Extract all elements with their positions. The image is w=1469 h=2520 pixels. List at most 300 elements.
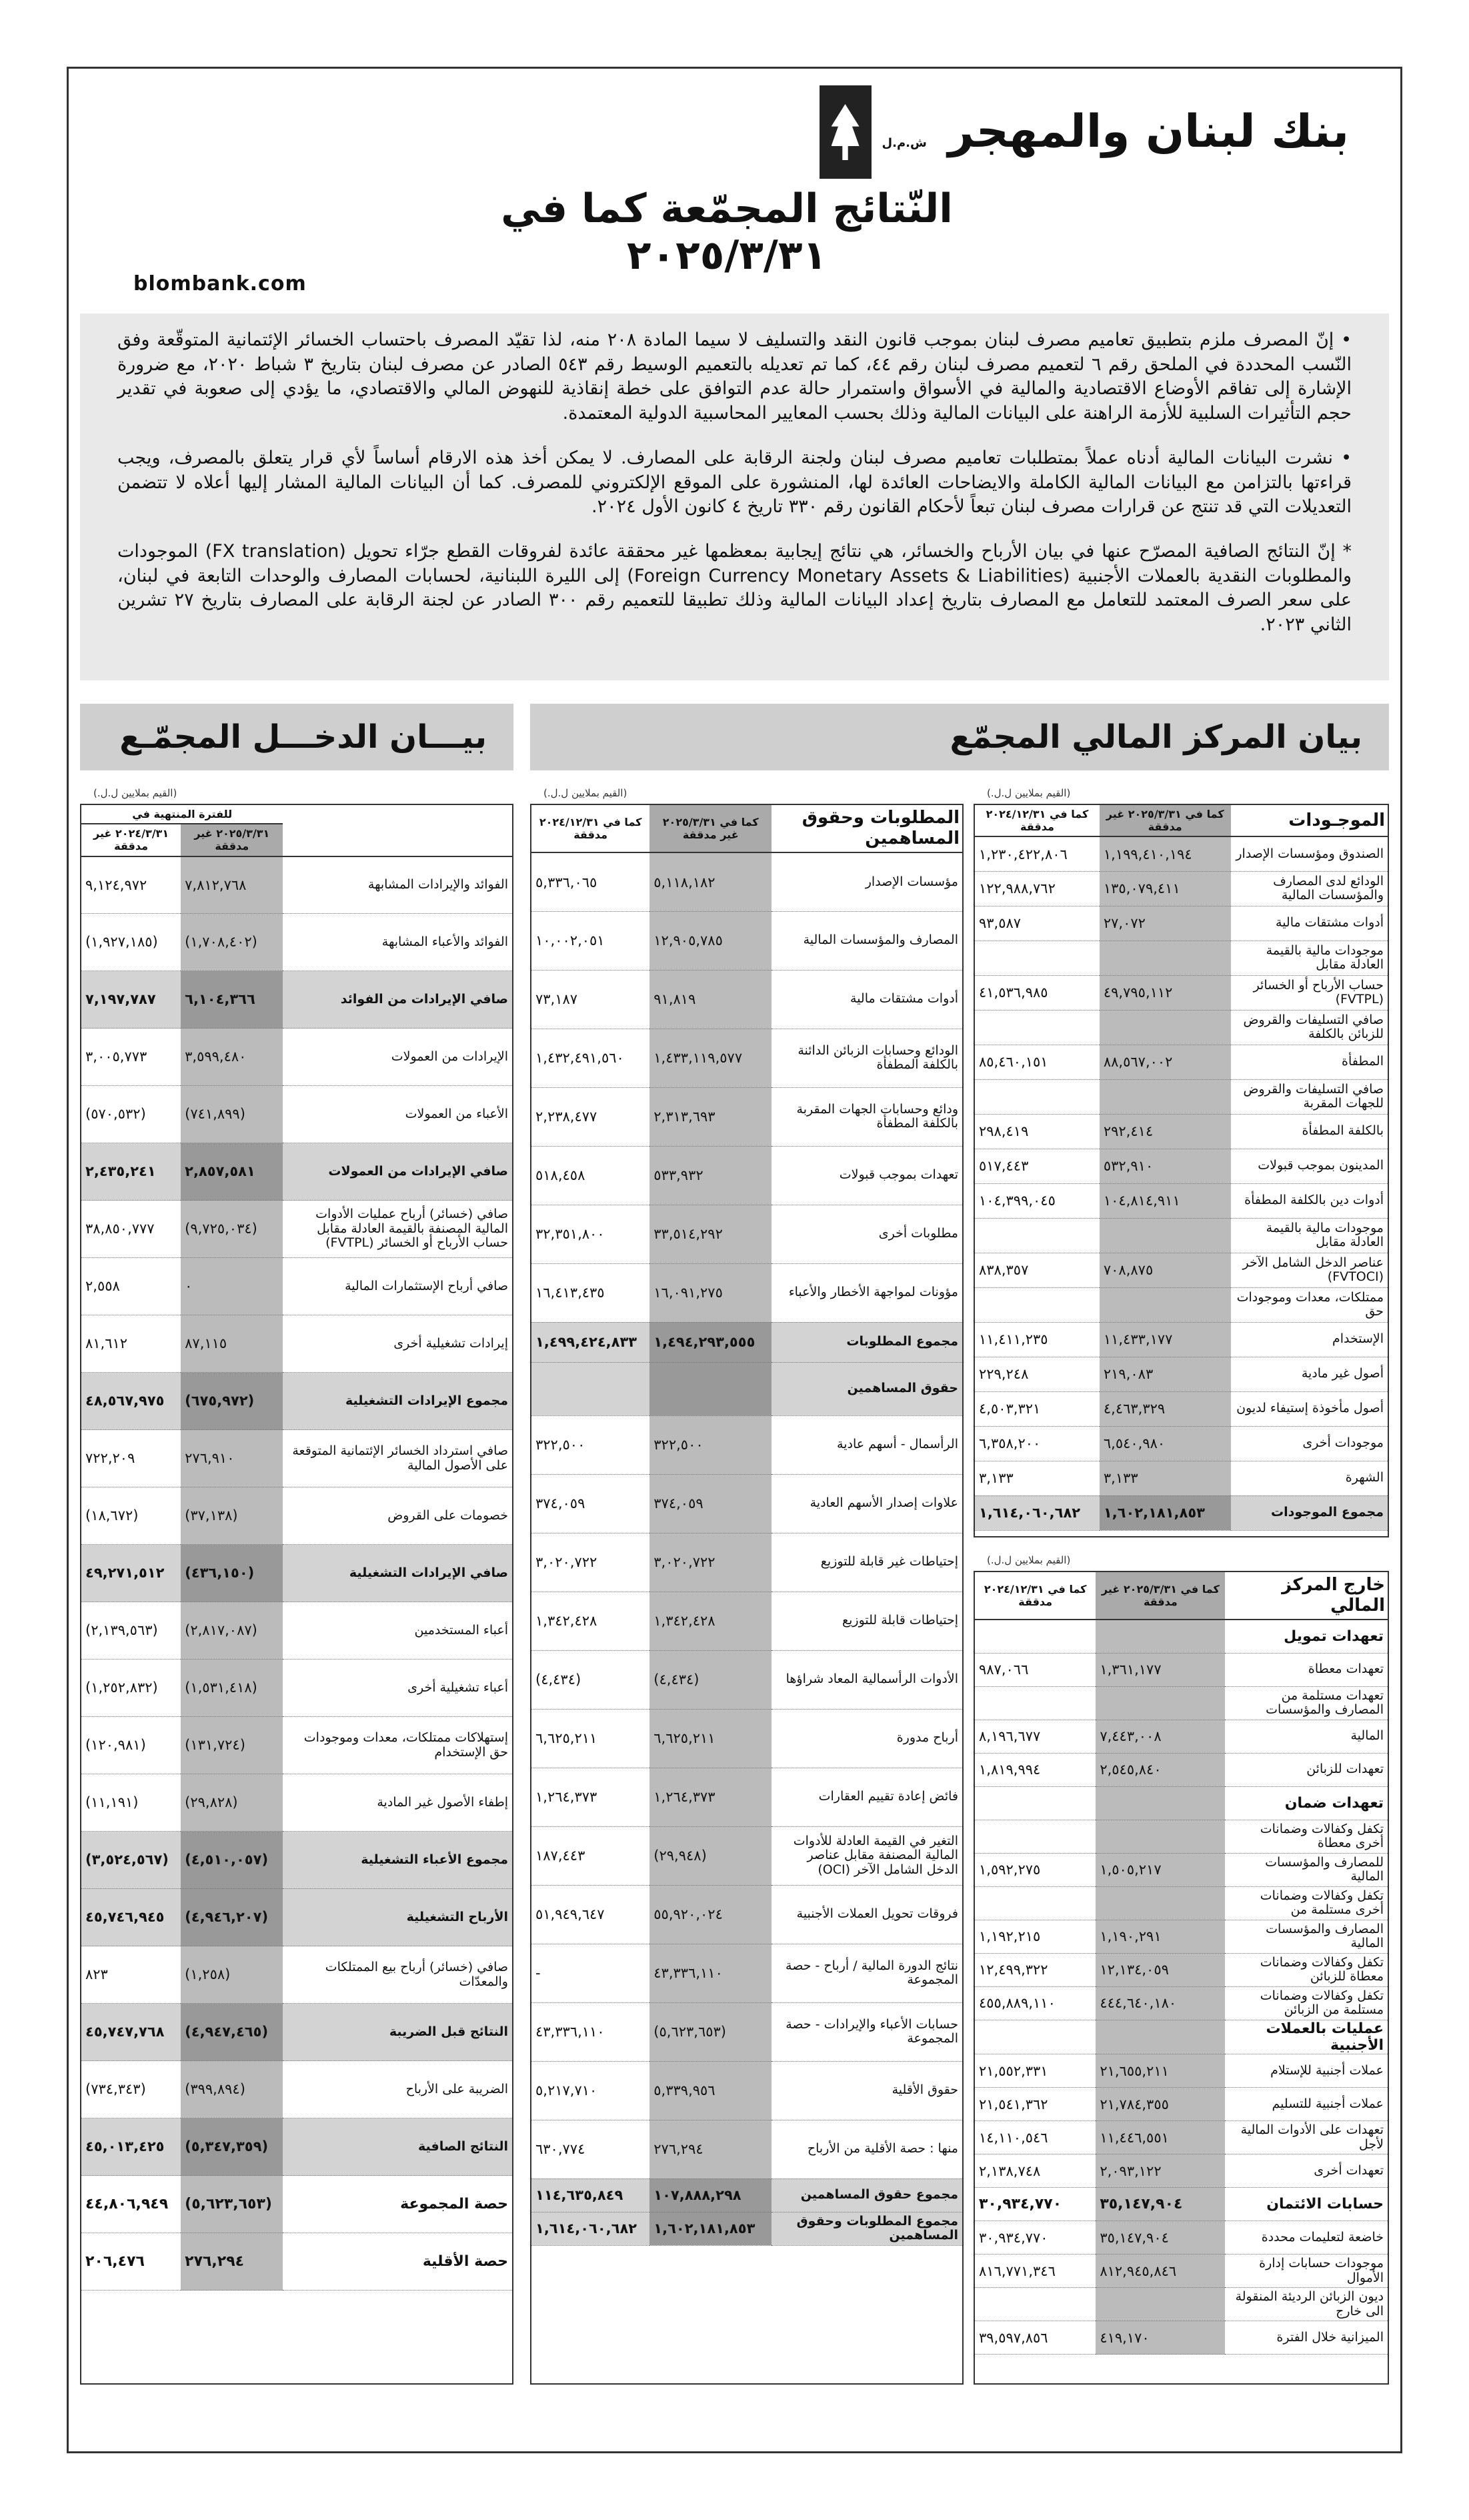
value-previous [975,1786,1096,1820]
value-previous [975,1886,1096,1920]
table-row [81,1545,512,1602]
cedar-icon [820,85,872,179]
row-label: إحتياطات قابلة للتوزيع [772,1592,962,1650]
table-row [975,2255,1388,2288]
assets-total [975,1495,1388,1530]
unit-label: (القيم بملايين ل.ل.) [987,787,1071,799]
value-previous: ٥,٢١٧,٧١٠ [531,2061,649,2120]
table-row [975,2088,1388,2121]
income-period: للفترة المنتهية في [81,805,283,824]
row-label: تعهدات أخرى [1225,2154,1388,2188]
table-row [81,856,512,914]
table-row [81,1430,512,1487]
table-row [81,2004,512,2061]
table-row [531,1474,962,1533]
bank-suffix: ش.م.ل [882,136,927,151]
row-label: صافي الإيرادات التشغيلية [283,1545,512,1602]
row-label: حصة الأقلية [283,2233,512,2291]
table-row [81,1086,512,1143]
value-current: ٢٧,٠٧٢ [1100,906,1231,940]
row-label: ممتلكات، معدات وموجودات حق [1231,1287,1388,1322]
row-label: الإيرادات من العمولات [283,1029,512,1086]
value-previous: ٧,١٩٧,٧٨٧ [81,971,181,1029]
value-previous: (٥٧٠,٥٣٢) [81,1086,181,1143]
table-row [975,1786,1388,1820]
row-label: أدوات مشتقات مالية [1231,906,1388,940]
value-previous: (٣,٥٢٤,٥٦٧) [81,1832,181,1889]
col-header-2025: كما في ٢٠٢٥/٣/٣١ غير مدققة [649,805,772,852]
table-row [975,906,1388,940]
table-row [975,2321,1388,2355]
row-label: الضريبة على الأرباح [283,2061,512,2118]
value-previous: ٢,١٣٨,٧٤٨ [975,2154,1096,2188]
row-label: حسابات الأعباء والإيرادات - حصة المجموعة [772,2002,962,2061]
value-previous: ٦,٣٥٨,٢٠٠ [975,1426,1100,1461]
value-current [1096,1820,1225,1853]
table-row [81,2061,512,2118]
value-previous: (١,٩٢٧,١٨٥) [81,914,181,971]
value-previous: ١,٢٣٠,٤٢٢,٨٠٦ [975,836,1100,871]
value-current: ٢,٨٥٧,٥٨١ [181,1143,283,1201]
table-row [975,1953,1388,1986]
value-previous: ٣,٠٢٠,٧٢٢ [531,1533,649,1592]
row-label: التغير في القيمة العادلة للأدوات المالية المصنفة مقابل عناصر الدخل الشامل الآخر (OCI) [772,1826,962,1885]
value-current: ١,٤٣٣,١١٩,٥٧٧ [649,1029,772,1087]
row-label: الشهرة [1231,1461,1388,1495]
table-row [975,1045,1388,1079]
value-previous: ٤,٥٠٣,٣٢١ [975,1391,1100,1426]
value-current: ٨١٢,٩٤٥,٨٤٦ [1096,2255,1225,2288]
value-current: ١,٦٠٢,١٨١,٨٥٣ [649,2212,772,2245]
equity-total [531,2178,962,2212]
value-current: (٤٣٦,١٥٠) [181,1545,283,1602]
row-label: تكفل وكفالات وضمانات معطاة للزبائن [1225,1953,1388,1986]
row-label: نتائج الدورة المالية / أرباح - حصة المجموعة [772,1944,962,2002]
table-row [975,1753,1388,1786]
note-2: • نشرت البيانات المالية أدناه عملاً بمتطلبات تعاميم مصرف لبنان ولجنة الرقابة على المصارف. لا يمكن أخذ هذه الارقام أساساً لأي قرار يتعلق بالمصرف، ويجب قراءتها بالتزامن مع البيانات المالية الكاملة والايضاحات العائدة لها، المنشورة على الموقع الإلكتروني للمصرف. كما أن البيانات المالية المشار إليها أعلاه لا تتضمن التعديلات التي قد تنتج عن قرارات مصرف لبنان تبعاً لأحكام القانون رقم ٣٣٠ تاريخ ٤ كانون الأول ٢٠٢٤. [117,447,1352,518]
value-previous: ٨٢٣ [81,1946,181,2004]
table-row [975,2188,1388,2221]
table-row [975,940,1388,975]
value-previous: ٦,٦٢٥,٢١١ [531,1709,649,1768]
row-label: الرأسمال - أسهم عادية [772,1415,962,1474]
value-current: ٨٧,١١٥ [181,1315,283,1373]
value-current: ٢٧٦,٢٩٤ [181,2233,283,2291]
value-current: (١,٢٥٨) [181,1946,283,2004]
value-current: (٧٤١,٨٩٩) [181,1086,283,1143]
value-current [1096,1686,1225,1720]
value-previous: ٨٥,٤٦٠,١٥١ [975,1045,1100,1079]
table-row [531,1768,962,1826]
value-previous [975,1620,1096,1653]
row-label: إيرادات تشغيلية أخرى [283,1315,512,1373]
value-previous: ١٤,١١٠,٥٤٦ [975,2121,1096,2154]
value-current [1100,940,1231,975]
bank-name [882,105,1350,159]
value-previous: ٣٠,٩٣٤,٧٧٠ [975,2188,1096,2221]
assets-rows [975,836,1388,1530]
unit-label: (القيم بملايين ل.ل.) [93,787,177,799]
value-previous: ١٨٧,٤٤٣ [531,1826,649,1885]
row-label: عملات أجنبية للتسليم [1225,2088,1388,2121]
table-row [531,970,962,1029]
table-row [975,1010,1388,1045]
row-label: صافي استرداد الخسائر الإئتمانية المتوقعة على الأصول المالية [283,1430,512,1487]
table-row [81,1946,512,2004]
row-label: مجموع المطلوبات وحقوق المساهمين [772,2212,962,2245]
row-label: الفوائد والأعباء المشابهة [283,914,512,971]
table-row [975,2154,1388,2188]
row-label: تكفل وكفالات وضمانات مستلمة من الزبائن [1225,1986,1388,2020]
value-previous: ٥١٧,٤٤٣ [975,1149,1100,1183]
row-label: مؤسسات الإصدار [772,852,962,911]
value-current: ٤,٤٦٣,٣٢٩ [1100,1391,1231,1426]
row-label: أدوات مشتقات مالية [772,970,962,1029]
value-current: ١,٥٠٥,٢١٧ [1096,1853,1225,1886]
table-row [531,1415,962,1474]
note-1: • إنّ المصرف ملزم بتطبيق تعاميم مصرف لبنان بموجب قانون النقد والتسليف لا سيما المادة ٢٠٨ منه، لذا تقيّد المصرف باحتساب الخسائر الإئتمانية المتوقّعة وفق النّسب المحددة في الملحق رقم ٦ لتعميم مصرف لبنان رقم ٤٤، كما تم تعديله بالتعميم الوسيط رقم ٥٤٣ الصادر عن مصرف لبنان بتاريخ ٣ شباط ٢٠٢٠، مع ضرورة الإشارة إلى تفاقم الأوضاع الاقتصادية والمالية في الأسواق واستمرار حالة عدم التوافق على خطة إنقاذية للنهوض المالي والاقتصادي، ما يؤدي إلى صعوبة في تقدير حجم التأثيرات السلبية للأزمة الراهنة على البيانات المالية وذلك بحسب المعايير المحاسبية الدولية المعتمدة. [117,330,1352,424]
table-row [975,1391,1388,1426]
row-label: ودائع وحسابات الجهات المقربة بالكلفة المطفأة [772,1087,962,1146]
value-current [1096,1786,1225,1820]
row-label: علاوات إصدار الأسهم العادية [772,1474,962,1533]
col-header-2024: ٢٠٢٤/٣/٣١ غير مدققة [81,824,181,856]
value-current: ٢,٣١٣,٦٩٣ [649,1087,772,1146]
value-previous: ٨١٦,٧٧١,٣٤٦ [975,2255,1096,2288]
row-label: حساب الأرباح أو الخسائر (FVTPL) [1231,975,1388,1010]
value-previous [975,1686,1096,1720]
table-row [81,1373,512,1430]
value-current: (٤,٩٤٦,٢٠٧) [181,1889,283,1946]
table-row [81,2176,512,2233]
value-previous: (٧٣٤,٣٤٣) [81,2061,181,2118]
value-previous: ١,٤٩٩,٤٢٤,٨٣٣ [531,1322,649,1362]
value-current: ٢,٠٩٣,١٢٢ [1096,2154,1225,2188]
col-header-2025: كما في ٢٠٢٥/٣/٣١ غير مدققة [1100,805,1231,836]
table-row [531,1885,962,1944]
value-previous: ٤١,٥٣٦,٩٨٥ [975,975,1100,1010]
value-current: ٧,٤٤٣,٠٠٨ [1096,1720,1225,1753]
table-row [531,2061,962,2120]
value-current: ٣,٠٢٠,٧٢٢ [649,1533,772,1592]
value-current: ٥٥,٩٢٠,٠٢٤ [649,1885,772,1944]
table-row [81,1774,512,1832]
value-current: ٢١,٧٨٤,٣٥٥ [1096,2088,1225,2121]
value-previous: ٦٣٠,٧٧٤ [531,2120,649,2178]
value-previous: ٨١,٦١٢ [81,1315,181,1373]
table-row [81,1201,512,1258]
value-current: ١٠٤,٨١٤,٩١١ [1100,1183,1231,1218]
table-row [975,1114,1388,1149]
row-label: مجموع حقوق المساهمين [772,2178,962,2212]
table-row [81,1717,512,1774]
spacer-cell [649,1362,772,1415]
table-row [531,1263,962,1322]
table-row [81,1315,512,1373]
value-previous: (٤,٤٣٤) [531,1650,649,1709]
value-previous: ٤٥٥,٨٨٩,١١٠ [975,1986,1096,2020]
value-current: ١٠٧,٨٨٨,٢٩٨ [649,2178,772,2212]
income-table [81,805,512,2291]
value-current: ٦,٦٢٥,٢١١ [649,1709,772,1768]
table-row [81,1832,512,1889]
value-previous: ٩٨٧,٠٦٦ [975,1653,1096,1686]
table-row [81,914,512,971]
row-label: أدوات دين بالكلفة المطفأة [1231,1183,1388,1218]
value-current: (٤,٤٣٤) [649,1650,772,1709]
table-row [531,1650,962,1709]
value-previous: ٥١٨,٤٥٨ [531,1146,649,1205]
row-label: الأرباح التشغيلية [283,1889,512,1946]
off-balance-panel [974,1571,1389,2385]
table-row [531,2120,962,2178]
note-3: * إنّ النتائج الصافية المصرّح عنها في بيان الأرباح والخسائر، هي نتائج إيجابية بمعظمها غير محققة عائدة لفروقات القطع جرّاء تحويل (FX translation) الموجودات والمطلوبات النقدية بالعملات الأجنبية (Foreign Currency Monetary Assets & Liabilities) إلى الليرة اللبنانية، لحسابات المصارف والوحدات التابعة في لبنان، على سعر الصرف المعتمد للتعامل مع المصارف بتاريخ إعداد البيانات المالية وذلك تطبيقا للتعميم رقم ٣٠٠ الصادر عن لجنة الرقابة على المصارف بتاريخ ٢٧ تشرين الثاني ٢٠٢٣. [117,541,1352,636]
row-label: صافي الإيرادات من العمولات [283,1143,512,1201]
table-row [81,1487,512,1545]
col-header-2025: كما في ٢٠٢٥/٣/٣١ غير مدققة [1096,1572,1225,1620]
value-current: ٢٧٦,٩١٠ [181,1430,283,1487]
row-label: تعهدات ضمان [1225,1786,1388,1820]
table-row [81,971,512,1029]
value-previous: ٢٩٨,٤١٩ [975,1114,1100,1149]
value-current: ٤٩,٧٩٥,١١٢ [1100,975,1231,1010]
value-previous: ١,١٩٢,٢١٥ [975,1920,1096,1953]
financial-position-header: بيان المركز المالي المجمّع [530,704,1389,770]
value-current: ١,٤٩٤,٢٩٣,٥٥٥ [649,1322,772,1362]
row-label: صافي الإيرادات من الفوائد [283,971,512,1029]
equity-grand [531,2212,962,2245]
value-previous: ٩,١٢٤,٩٧٢ [81,856,181,914]
value-previous: ٢,٥٥٨ [81,1258,181,1315]
value-current: (٣٩٩,٨٩٤) [181,2061,283,2118]
value-previous: ٢,٤٣٥,٢٤١ [81,1143,181,1201]
row-label: المصارف والمؤسسات المالية [772,911,962,970]
value-current [1096,1886,1225,1920]
value-previous: ٤٥,٧٤٦,٩٤٥ [81,1889,181,1946]
row-label: فائض إعادة تقييم العقارات [772,1768,962,1826]
table-row [975,1183,1388,1218]
row-label: خاضعة لتعليمات محددة [1225,2221,1388,2255]
row-label: المدينون بموجب قبولات [1231,1149,1388,1183]
table-row [975,1322,1388,1357]
row-label: موجودات مالية بالقيمة العادلة مقابل [1231,1218,1388,1253]
value-previous: ٣٨,٨٥٠,٧٧٧ [81,1201,181,1258]
row-label: الودائع وحسابات الزبائن الدائنة بالكلفة المطفأة [772,1029,962,1087]
table-row [531,1944,962,2002]
value-previous: ١,٥٩٢,٢٧٥ [975,1853,1096,1886]
value-previous: ٣٠,٩٣٤,٧٧٠ [975,2221,1096,2255]
row-label: تكفل وكفالات وضمانات أخرى معطاة [1225,1820,1388,1853]
value-current: ٧٠٨,٨٧٥ [1100,1253,1231,1287]
row-label: عناصر الدخل الشامل الآخر (FVTOCI) [1231,1253,1388,1287]
value-current [1100,1010,1231,1045]
unit-label: (القيم بملايين ل.ل.) [987,1554,1071,1566]
table-row [975,1149,1388,1183]
value-current: ١,١٩٠,٢٩١ [1096,1920,1225,1953]
row-label: مجموع المطلوبات [772,1322,962,1362]
value-current [1096,1620,1225,1653]
value-current: (٥,٦٢٣,٦٥٣) [649,2002,772,2061]
row-label: حسابات الائتمان [1225,2188,1388,2221]
row-label: موجودات مالية بالقيمة العادلة مقابل [1231,940,1388,975]
value-current: ٣٥,١٤٧,٩٠٤ [1096,2221,1225,2255]
table-row [975,871,1388,906]
value-previous: ٣٢,٣٥١,٨٠٠ [531,1205,649,1263]
value-current: ٣,١٣٣ [1100,1461,1231,1495]
row-label: للمصارف والمؤسسات المالية [1225,1853,1388,1886]
value-current: ١,٣٤٢,٤٢٨ [649,1592,772,1650]
table-row [975,836,1388,871]
value-current: ٢١٩,٠٨٣ [1100,1357,1231,1391]
table-row [975,1653,1388,1686]
value-previous [975,1010,1100,1045]
row-label: الأعباء من العمولات [283,1086,512,1143]
value-previous: ٤٣,٣٣٦,١١٠ [531,2002,649,2061]
row-label: بالكلفة المطفأة [1231,1114,1388,1149]
value-previous: ٥١,٩٤٩,٦٤٧ [531,1885,649,1944]
row-label: المطفأة [1231,1045,1388,1079]
row-label: المالية [1225,1720,1388,1753]
row-label: الأدوات الرأسمالية المعاد شراؤها [772,1650,962,1709]
value-previous: ١,٨١٩,٩٩٤ [975,1753,1096,1786]
table-row [975,1853,1388,1886]
row-label: خصومات على القروض [283,1487,512,1545]
table-row [975,1986,1388,2020]
value-previous: ٥,٣٣٦,٠٦٥ [531,852,649,911]
liabilities-rows [531,852,962,2245]
value-current: (٢,٨١٧,٠٨٧) [181,1602,283,1660]
table-row [531,1826,962,1885]
row-label: مجموع الأعباء التشغيلية [283,1832,512,1889]
row-label: مؤونات لمواجهة الأخطار والأعباء [772,1263,962,1322]
liabilities-total [531,1322,962,1362]
table-row [531,1533,962,1592]
value-current: (٣٧,١٣٨) [181,1487,283,1545]
table-row [975,2054,1388,2088]
value-previous: ١١,٤١١,٢٣٥ [975,1322,1100,1357]
table-row [81,1143,512,1201]
row-label: تكفل وكفالات وضمانات أخرى مستلمة من [1225,1886,1388,1920]
value-current: (٢٩,٩٤٨) [649,1826,772,1885]
value-current: (١,٥٣١,٤١٨) [181,1660,283,1717]
liabilities-table [531,805,962,2246]
row-label: مجموع الإيرادات التشغيلية [283,1373,512,1430]
value-current [1096,2020,1225,2054]
value-previous [975,1287,1100,1322]
table-row [531,2002,962,2061]
value-previous: ١٠,٠٠٢,٠٥١ [531,911,649,970]
assets-table [975,805,1388,1531]
value-current: ٣٣,٥١٤,٢٩٢ [649,1205,772,1263]
value-previous [975,2020,1096,2054]
row-label: النتائج قبل الضريبة [283,2004,512,2061]
income-rows [81,856,512,2291]
table-row [531,1205,962,1263]
value-current: ٠ [181,1258,283,1315]
row-label: منها : حصة الأقلية من الأرباح [772,2120,962,2178]
value-previous: (٢,١٣٩,٥٦٣) [81,1602,181,1660]
liabilities-panel [530,804,964,2385]
value-previous: ٢١,٥٥٢,٣٣١ [975,2054,1096,2088]
value-current: ١٣٥,٠٧٩,٤١١ [1100,871,1231,906]
value-current: ٢٩٢,٤١٤ [1100,1114,1231,1149]
assets-panel [974,804,1389,1537]
value-current: ١٦,٠٩١,٢٧٥ [649,1263,772,1322]
value-previous: ٣٢٢,٥٠٠ [531,1415,649,1474]
value-previous: ١٠٤,٣٩٩,٠٤٥ [975,1183,1100,1218]
table-row [975,1686,1388,1720]
value-current: (١٣١,٧٢٤) [181,1717,283,1774]
table-row [975,2288,1388,2321]
bank-logo [820,85,1350,179]
table-row [975,2221,1388,2255]
value-current [1100,1218,1231,1253]
value-current: ١١,٤٤٦,٥٥١ [1096,2121,1225,2154]
table-row [81,1660,512,1717]
table-row [531,852,962,911]
value-previous: ٣,١٣٣ [975,1461,1100,1495]
value-current [1100,1287,1231,1322]
value-current [1096,2288,1225,2321]
col-header-2024: كما في ٢٠٢٤/١٢/٣١ مدققة [531,805,649,852]
value-previous: ٨,١٩٦,٦٧٧ [975,1720,1096,1753]
value-previous: ١,٦١٤,٠٦٠,٦٨٢ [531,2212,649,2245]
value-previous: ٤٥,٠١٣,٤٢٥ [81,2118,181,2176]
value-previous [975,1820,1096,1853]
row-label: ديون الزبائن الرديئة المنقولة الى خارج [1225,2288,1388,2321]
value-current: ٣,٥٩٩,٤٨٠ [181,1029,283,1086]
value-previous: ٢١,٥٤١,٣٦٢ [975,2088,1096,2121]
table-row [531,1592,962,1650]
value-current: ٢,٥٤٥,٨٤٠ [1096,1753,1225,1786]
row-label: فروقات تحويل العملات الأجنبية [772,1885,962,1944]
value-current: ٤٣,٣٣٦,١١٠ [649,1944,772,2002]
value-current: (١,٧٠٨,٤٠٢) [181,914,283,971]
value-current: (٥,٦٢٣,٦٥٣) [181,2176,283,2233]
table-row [975,2121,1388,2154]
value-current: ٥٣٣,٩٣٢ [649,1146,772,1205]
value-current: ٤١٩,١٧٠ [1096,2321,1225,2355]
value-current: (٩,٧٢٥,٠٣٤) [181,1201,283,1258]
value-previous [975,2288,1096,2321]
table-row [975,1218,1388,1253]
page-title: النّتائج المجمّعة كما في ٢٠٢٥/٣/٣١ [501,185,953,279]
col-header-2025: ٢٠٢٥/٣/٣١ غير مدققة [181,824,283,856]
value-current: ٦,٥٤٠,٩٨٠ [1100,1426,1231,1461]
value-previous: (١٨,٦٧٢) [81,1487,181,1545]
value-current: ٣٥,١٤٧,٩٠٤ [1096,2188,1225,2221]
row-label: إحتياطات غير قابلة للتوزيع [772,1533,962,1592]
value-previous: ٧٢٢,٢٠٩ [81,1430,181,1487]
row-label: صافي التسليفات والقروض للزبائن بالكلفة [1231,1010,1388,1045]
row-label: تعهدات بموجب قبولات [772,1146,962,1205]
value-previous: ١,٣٤٢,٤٢٨ [531,1592,649,1650]
website-link[interactable]: blombank.com [133,272,307,295]
row-label: الميزانية خلال الفترة [1225,2321,1388,2355]
off-balance-table [975,1572,1388,2355]
row-label: إستهلاكات ممتلكات، معدات وموجودات حق الإستخدام [283,1717,512,1774]
row-label: حقوق الأقلية [772,2061,962,2120]
row-label: عملات أجنبية للإستلام [1225,2054,1388,2088]
value-previous: - [531,1944,649,2002]
table-row [975,975,1388,1010]
row-label: أصول مأخوذة إستيفاء لديون [1231,1391,1388,1426]
value-previous [975,1079,1100,1114]
table-row [975,1820,1388,1853]
value-previous: ٧٣,١٨٧ [531,970,649,1029]
value-current: (٦٧٥,٩٧٢) [181,1373,283,1430]
value-current: ١,١٩٩,٤١٠,١٩٤ [1100,836,1231,871]
